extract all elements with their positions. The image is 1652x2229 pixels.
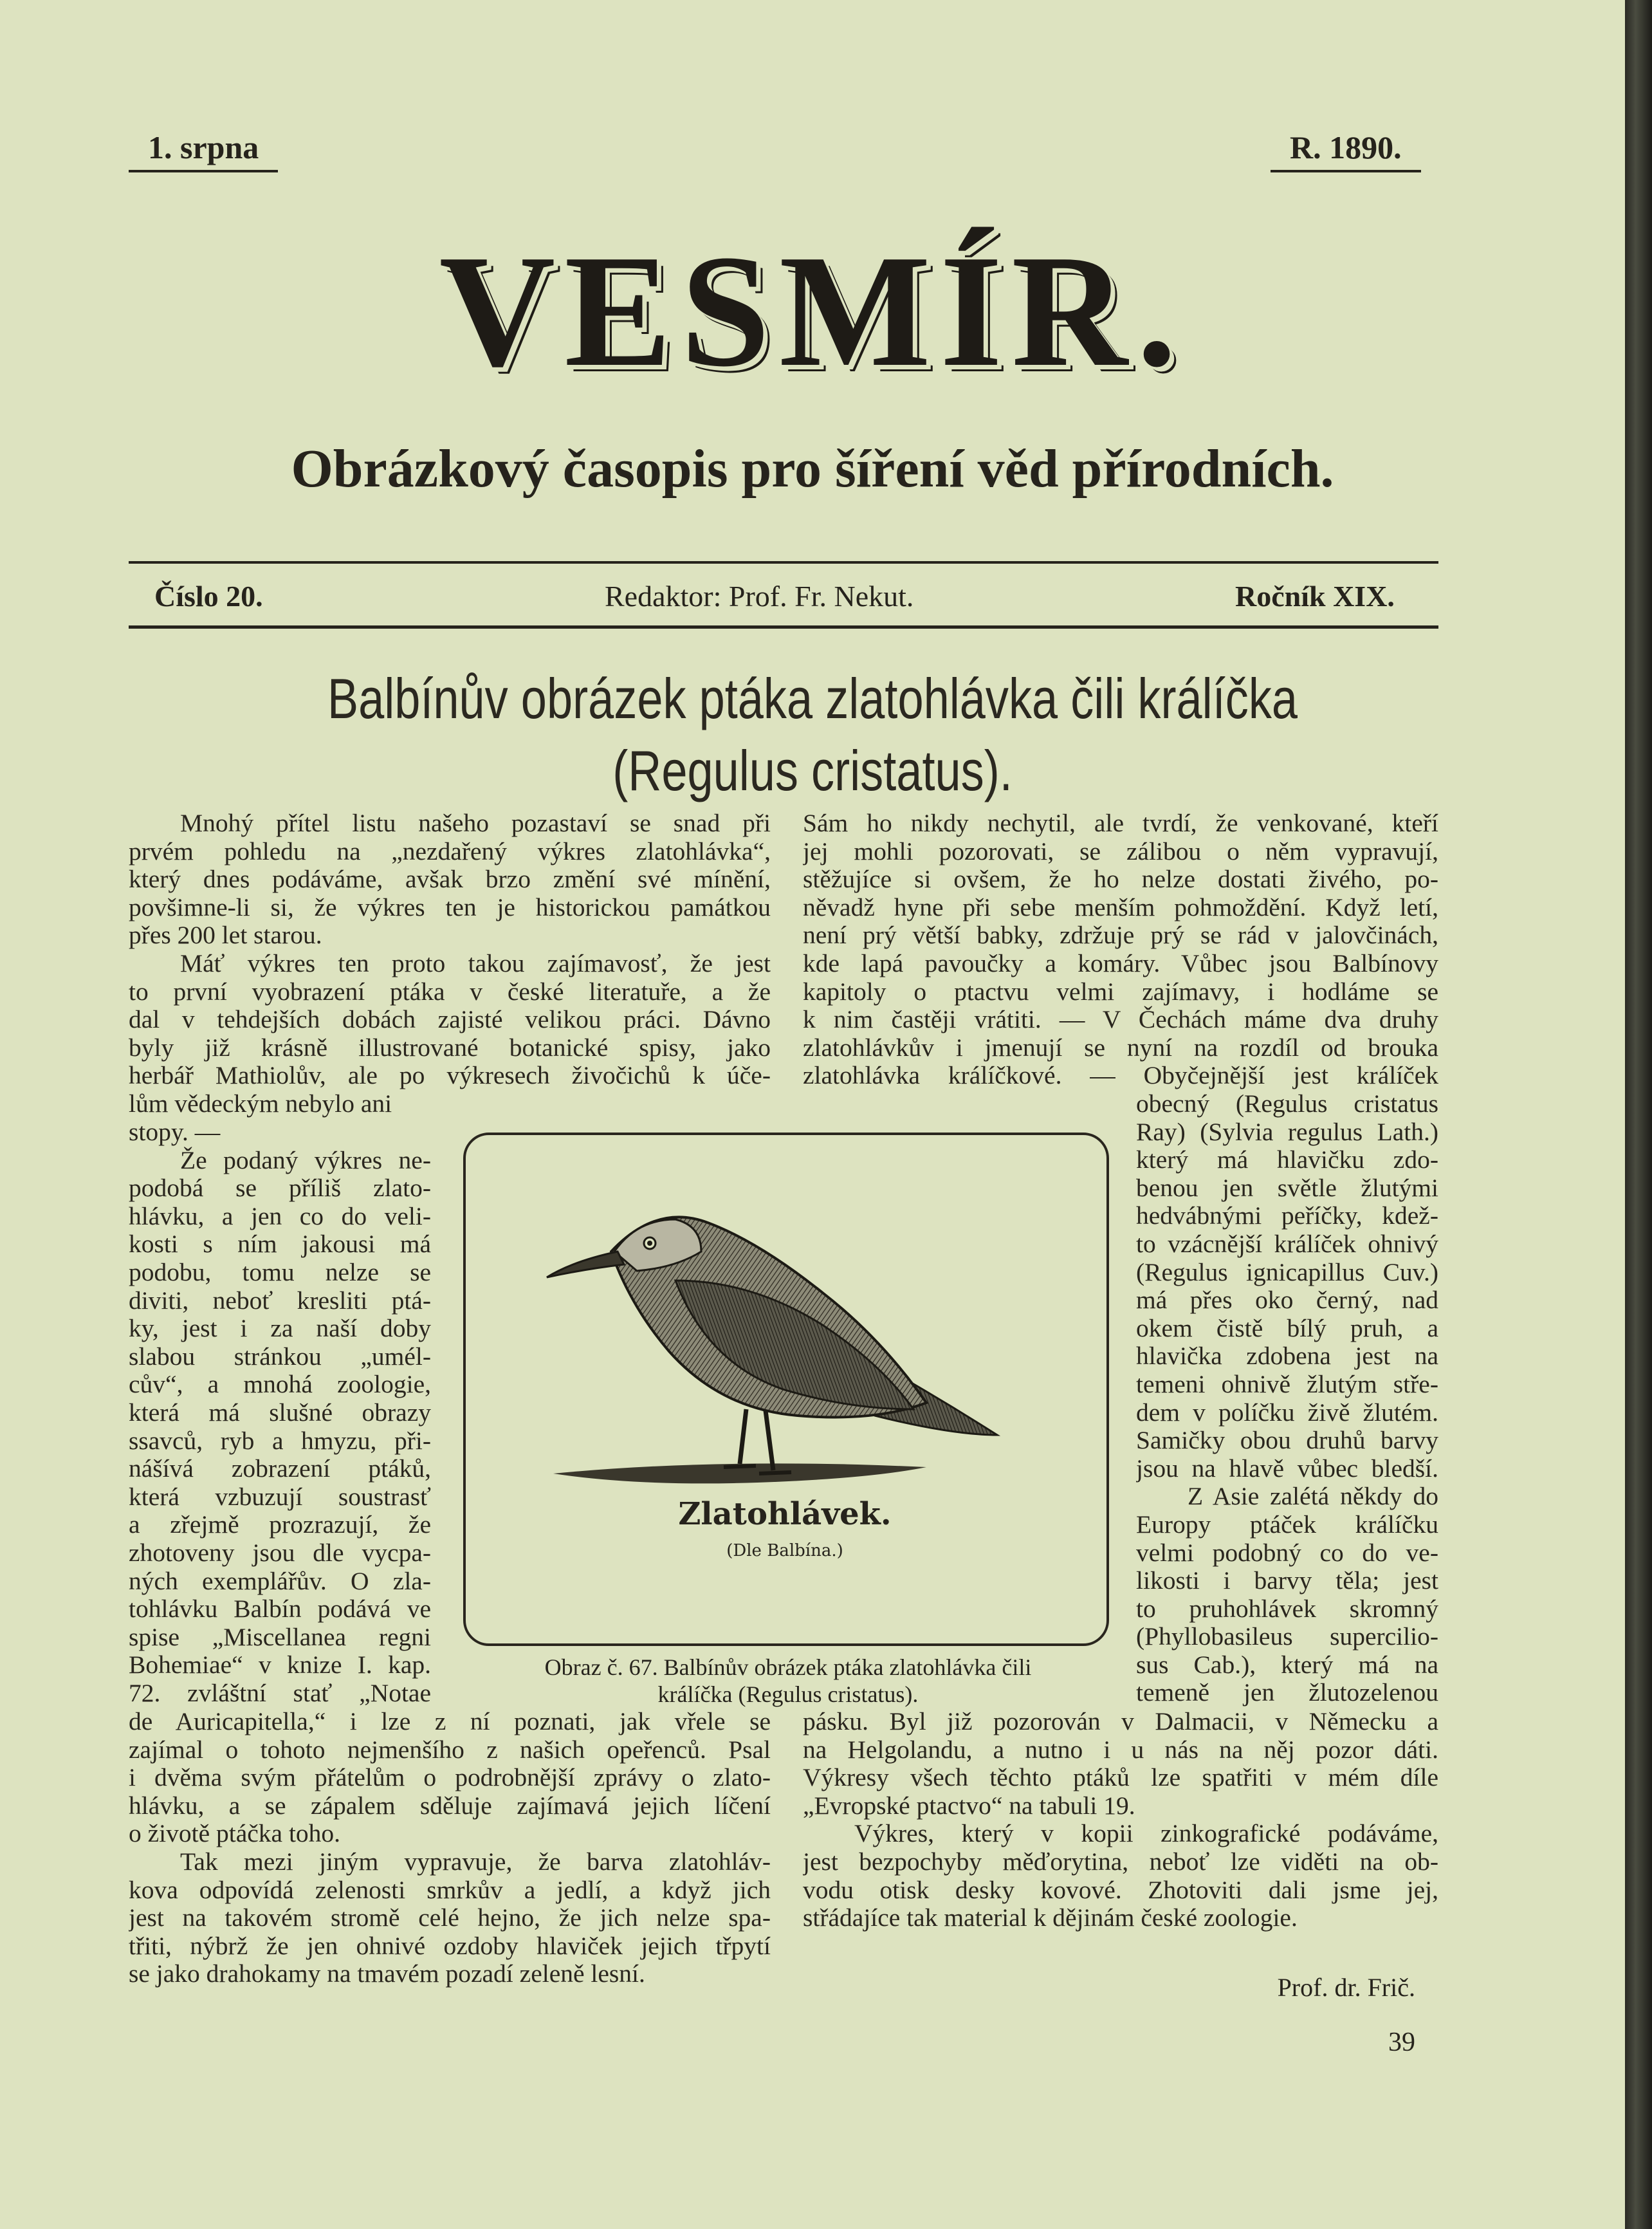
right-column-narrow [1136, 1090, 1438, 1707]
text-line: spise „Miscellanea regni [129, 1623, 431, 1651]
text-line: ných exemplářův. O zla- [129, 1567, 431, 1595]
text-line: o životě ptáčka toho. [129, 1820, 341, 1848]
text-line: to první vyobrazení ptáka v české literatuře, a že [129, 977, 771, 1006]
text-line: zlatohlávka králíčkové. — Obyčejnější jest králíček [803, 1062, 1438, 1090]
author-signature: Prof. dr. Frič. [1277, 1973, 1415, 2002]
text-line: podobu, tomu nelze se [129, 1258, 431, 1286]
issue-date: 1. srpna [129, 129, 278, 172]
text-line: která vzbuzují soustrasť [129, 1483, 431, 1511]
text-line: byly již krásně illustrované botanické spisy, jako [129, 1033, 771, 1062]
issue-year: R. 1890. [1271, 129, 1421, 172]
text-line: hlávku, a jen co do veli- [129, 1202, 431, 1230]
text-line: Z Asie zalétá někdy do [1188, 1483, 1438, 1511]
editor-line: Redaktor: Prof. Fr. Nekut. [605, 580, 914, 613]
text-line: diviti, neboť kresliti ptá- [129, 1286, 431, 1315]
text-line: povšimne-li si, že výkres ten je historickou památkou [129, 893, 771, 921]
text-line: de Auricapitella,“ i lze z ní poznati, jak vřele se [129, 1708, 771, 1735]
text-line: Výkres, který v kopii zinkografické podáváme, [854, 1820, 1438, 1848]
page-number: 39 [1388, 2028, 1415, 2057]
figure-frame [463, 1133, 1109, 1646]
text-line: prvém pohledu na „nezdařený výkres zlatohlávka“, [129, 837, 771, 865]
text-line: (Phyllobasileus supercilio- [1136, 1623, 1438, 1651]
text-line: a zřejmě prozrazují, že [129, 1511, 431, 1539]
text-line: ssavců, ryb a hmyzu, při- [129, 1427, 431, 1455]
text-line: herbář Mathiolův, ale po výkresech živočichů k úče- [129, 1062, 771, 1090]
text-line: jsou na hlavě vůbec bledší. [1136, 1454, 1438, 1483]
text-line: se jako drahokamy na tmavém pozadí zeleně lesní. [129, 1960, 645, 1988]
text-line: stěžujíce si ovšem, že ho nelze dostati živého, po- [803, 865, 1438, 894]
text-line: dal v tehdejších dobách zajisté velikou práci. Dávno [129, 1006, 771, 1034]
text-line: dem v políčku živě žlutém. [1136, 1398, 1438, 1427]
text-line: Výkresy všech těchto ptáků lze spatřiti v mém díle [803, 1764, 1438, 1792]
text-line: kde lapá pavoučky a komáry. Vůbec jsou Balbínovy [803, 949, 1438, 977]
text-line: zhotoveny jsou dle vycpa- [129, 1539, 431, 1567]
text-line: má přes oko černý, nad [1136, 1286, 1438, 1315]
figure-caption [450, 1654, 1126, 1708]
article-title [146, 663, 1478, 807]
text-line: není prý větší babky, zdržuje prý se rád v jalovčinách, [803, 921, 1438, 950]
text-line: to vzácnější králíček ohnivý [1136, 1230, 1438, 1258]
text-line: něvadž hyne při sebe menším pohmoždění. Když letí, [803, 893, 1438, 921]
text-line: pásku. Byl již pozorován v Dalmacii, v Německu a [803, 1708, 1438, 1735]
header-rule-bottom [129, 625, 1438, 629]
text-line: hlávku, a se zápalem sděluje zajímavá jejich líčení [129, 1791, 771, 1820]
volume-number: Ročník XIX. [1235, 580, 1395, 613]
bird-engraving [463, 1133, 1104, 1641]
text-line: okem čistě bílý pruh, a [1136, 1314, 1438, 1342]
left-column-narrow [129, 1118, 431, 1707]
text-line: Ray) (Sylvia regulus Lath.) [1136, 1118, 1438, 1146]
text-line: jest bezpochyby měďorytina, neboť lze viděti na ob- [803, 1847, 1438, 1876]
text-line: který má hlavičku zdo- [1136, 1146, 1438, 1174]
text-line: lům vědeckým nebylo ani [129, 1089, 392, 1118]
text-line: „Evropské ptactvo“ na tabuli 19. [803, 1791, 1135, 1820]
text-line: Že podaný výkres ne- [180, 1146, 431, 1174]
text-line: zlatohlávkův i jmenují se nyní na rozdíl od brouka [803, 1033, 1438, 1062]
text-line: to pruhohlávek skromný [1136, 1595, 1438, 1623]
text-line: obecný (Regulus cristatus [1136, 1090, 1438, 1118]
right-column-bottom [803, 1708, 1438, 1932]
text-line: který dnes podáváme, avšak brzo změní své mínění, [129, 865, 771, 894]
left-column-bottom [129, 1708, 771, 1988]
text-line: kapitoly o ptactvu velmi zajímavy, i hodláme se [803, 977, 1438, 1006]
text-line: zajímal o tohoto nejmenšího z našich opeřenců. Psal [129, 1735, 771, 1764]
text-line: benou jen světle žlutými [1136, 1174, 1438, 1202]
text-line: velmi podobný co do ve- [1136, 1539, 1438, 1567]
book-binding-edge [1625, 0, 1652, 2229]
text-line: (Regulus ignicapillus Cuv.) [1136, 1258, 1438, 1286]
text-line: tohlávku Balbín podává ve [129, 1595, 431, 1623]
text-line: nášívá zobrazení ptáků, [129, 1455, 431, 1483]
text-line: třiti, nýbrž že jen ohnivé ozdoby hlaviček jejich třpytí [129, 1932, 771, 1960]
issue-number: Číslo 20. [154, 580, 263, 613]
header-rule-top [129, 561, 1438, 564]
text-line: kova odpovídá zelenosti smrkův a jedlí, a když jich [129, 1876, 771, 1904]
text-line: vodu otisk desky kovové. Zhotoviti dali jsme jej, [803, 1876, 1438, 1904]
text-line: temeně jen žlutozelenou [1136, 1679, 1438, 1707]
figure-bird-label: Zlatohlávek. [678, 1496, 892, 1532]
text-line: Máť výkres ten proto takou zajímavosť, že jest [180, 949, 771, 977]
text-line: ky, jest i za naší doby [129, 1315, 431, 1343]
text-line: přes 200 let starou. [129, 921, 322, 950]
figure-caption-line1: Obraz č. 67. Balbínův obrázek ptáka zlatohlávka čili [544, 1654, 1032, 1680]
figure-bird-source: (Dle Balbína.) [726, 1541, 843, 1560]
text-line: podobá se příliš zlato- [129, 1174, 431, 1203]
text-line: hedvábnými peříčky, kdež- [1136, 1202, 1438, 1230]
article-title-line1: Balbínův obrázek ptáka zlatohlávka čili králíčka [327, 667, 1298, 730]
masthead-title: VESMÍR. [439, 222, 1186, 400]
text-line: stopy. — [129, 1118, 221, 1146]
text-line: cův“, a mnohá zoologie, [129, 1371, 431, 1399]
text-line: 72. zvláštní stať „Notae [129, 1679, 431, 1707]
article-title-line2: (Regulus cristatus). [612, 739, 1013, 802]
text-line: Sám ho nikdy nechytil, ale tvrdí, že venkované, kteří [803, 809, 1438, 837]
text-line: která má slušné obrazy [129, 1398, 431, 1427]
text-line: kosti s ním jakousi má [129, 1230, 431, 1259]
text-line: slabou stránkou „umél- [129, 1342, 431, 1371]
text-line: i dvěma svým přátelům o podrobnější zprávy o zlato- [129, 1764, 771, 1792]
text-line: Tak mezi jiným vypravuje, že barva zlatohláv- [180, 1847, 771, 1876]
text-line: Mnohý přítel listu našeho pozastaví se snad při [180, 809, 771, 837]
text-line: temeni ohnivě žlutým stře- [1136, 1370, 1438, 1398]
text-line: na Helgolandu, a nutno i u nás na něj pozor dáti. [803, 1735, 1438, 1764]
figure-caption-line2: králíčka (Regulus cristatus). [657, 1681, 919, 1707]
text-line: jej mohli pozorovati, se zálibou o něm vypravují, [803, 837, 1438, 865]
text-line: Samičky obou druhů barvy [1136, 1427, 1438, 1455]
text-line: Bohemiae“ v knize I. kap. [129, 1651, 431, 1679]
text-line: likosti i barvy těla; jest [1136, 1567, 1438, 1595]
text-line: Europy ptáček králíčku [1136, 1510, 1438, 1539]
masthead-tagline: Obrázkový časopis pro šíření věd přírodních. [291, 439, 1334, 499]
left-column-top [129, 809, 771, 1118]
text-line: střádajíce tak material k dějinám české zoologie. [803, 1904, 1298, 1932]
right-column-top [803, 809, 1438, 1090]
text-line: hlavička zdobena jest na [1136, 1342, 1438, 1371]
text-line: sus Cab.), který má na [1136, 1651, 1438, 1679]
text-line: jest na takovém stromě celé hejno, že jich nelze spa- [129, 1904, 771, 1932]
text-line: k nim častěji vrátiti. — V Čechách máme dva druhy [803, 1006, 1438, 1034]
